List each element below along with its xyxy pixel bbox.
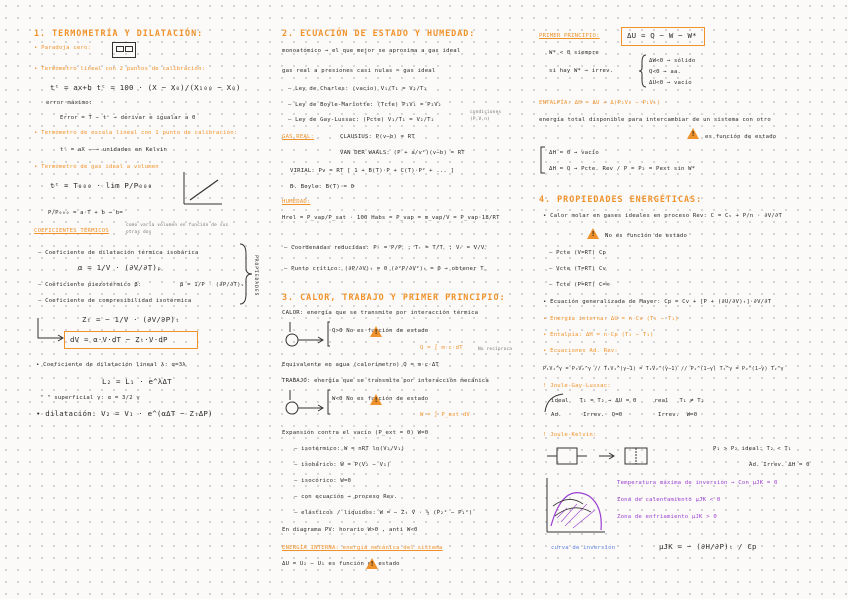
note-line: • Paradoja cero: — [34, 45, 92, 51]
warning-icon — [687, 128, 699, 139]
formula-line: α = 1/V · (∂V/∂T)ₚ — [78, 263, 162, 272]
subheading: COEFICIENTES TÉRMICOS — [34, 228, 109, 234]
formula-line: P/P₀₀₀ = a·T + b → b= — [48, 210, 123, 216]
inversion-curve-graph — [543, 476, 609, 536]
formula-line: • Entalpía: ΔH = n·Cp (T₂ − T₁) — [543, 332, 654, 338]
formula-line: tᶜ = aX ——→ unidades en Kelvin — [60, 147, 168, 153]
formula-line: – isocórico: W=0 — [294, 478, 352, 484]
section-title-2: 2. ECUACIÓN DE ESTADO Y HUMEDAD: — [282, 28, 476, 38]
brace-icon — [639, 54, 647, 88]
warning-icon — [370, 394, 382, 405]
formula-list: ΔW<0 → sólido Q<0 → aa. ΔU<0 → vacío — [649, 58, 696, 86]
formula-line: ideal T₁ = T₂ → ΔU = 0 real T₁ ≠ T₂ — [551, 398, 705, 404]
formula-line: ΔH = Q → Pcte. Rev / P = P₂ = Pext sin W* — [549, 166, 696, 172]
formula-line: – Pcte (V=RT) Cp — [549, 250, 607, 256]
subheading: ENERGÍA INTERNA: energía mecánica del sistema — [282, 545, 443, 551]
note-line: monoatómico → el que mejor se aproxima a gas ideal — [282, 48, 461, 54]
formula-line: Temperatura máxima de inversión → Con μJK = 0 — [617, 480, 778, 486]
warning-icon — [587, 228, 599, 239]
note-line: • Coeficiente de dilatación lineal λ: α=3λ — [36, 362, 186, 368]
note-line: En diagrama PV: horario W>0 , anti W<0 — [282, 527, 418, 533]
formula-line: • Calor molar en gases ideales en proceso Rev: C = Cᵥ + P/n · ∂V/∂T — [543, 213, 783, 219]
formula-line: – Ley de Charles: (vacío) V₁/T₁ = V₂/T₂ — [288, 86, 428, 92]
formula-line: – isotérmico: W = nRT ln(V₂/V₁) — [294, 446, 405, 452]
formula-line: W<0 No es función de estado — [332, 396, 429, 402]
note-line: TRABAJO: energía que se transmite por interacción mecánica — [282, 378, 489, 384]
formula-line: • dilatación: V₂ = V₁ · e^(αΔT − ZₜΔP) — [36, 409, 213, 418]
formula-line: ΔH = 0 → vacío — [549, 150, 599, 156]
formula-line: B. Boyle: B(T) = 0 — [290, 184, 355, 190]
formula-line: – elásticos / líquidos: W = − Zₜ V · ½ (P₂² − P₁²) — [294, 510, 473, 516]
note-line: – Coeficiente de compresibilidad isotérmica — [38, 298, 192, 304]
formula-line: Ad. Irrev. Q=0 Irrev. W=0 — [551, 412, 698, 418]
side-label: PROPIEDADES — [253, 255, 258, 297]
formula-line: μJK = − (∂H/∂P)ₜ / Cp — [659, 542, 757, 551]
section-title-4: 4. PROPIEDADES ENERGÉTICAS: — [539, 194, 703, 204]
note-line: No recíproca — [478, 347, 513, 352]
column-first-principle — [535, 0, 835, 599]
note-line: No es función de estado — [605, 233, 688, 239]
formula-line: ! Joule-Gay-Lussac: — [543, 383, 611, 389]
formula-line: W = ∫ P_ext dV — [420, 412, 470, 418]
formula-line: – Tcte (P=RT) C=∞ — [549, 282, 610, 288]
formula-line: Zona de enfriamiento μJK > 0 — [617, 514, 717, 520]
subheading: HUMEDAD: — [282, 199, 311, 205]
boxed-formula: ΔU = Q − W − W* — [627, 31, 697, 40]
subheading: PRIMER PRINCIPIO: — [539, 33, 600, 39]
throttle-diagram-icon — [543, 444, 663, 470]
warning-icon — [370, 326, 382, 337]
note-line: es función de estado — [705, 134, 777, 140]
formula-line: – Coordenadas reducidas: Pᵣ = P/P꜀ ; Tᵣ = T/T꜀ ; Vᵣ = V/V꜀ — [284, 245, 487, 251]
note-line: – Coeficiente piezotérmico β: — [38, 282, 142, 288]
formula-line: CLAUSIUS: P(v−b) = RT — [340, 134, 415, 140]
formula-line: P₁V₁^γ = P₂V₂^γ // T₁V₁^(γ−1) = T₂V₂^(γ−1) // P₁^(1−γ) T₁^γ = P₂^(1−γ) T₂^γ — [543, 366, 784, 372]
warning-icon — [366, 558, 378, 569]
note-line: " " superficial γ: α = 3/2 γ — [40, 395, 140, 401]
formula-line: β = 1/P · (∂P/∂T)ᵥ — [180, 282, 245, 288]
note-line: • Termómetro de gas ideal a volumen — [34, 164, 159, 170]
formula-line: tᶜ = ax+b tᶜ = 100 · (X − X₀)/(X₁₀₀ − X₀) — [50, 83, 241, 92]
note-line: como varía volumen en función de sus otras dos — [126, 223, 229, 235]
formula-line: – Punto crítico: (∂P/∂V)ₜ = 0 (∂²P/∂V²)ₜ = 0 → obtener T꜀ — [284, 266, 486, 272]
formula-line: – con ecuación → proceso Rev. — [294, 494, 398, 500]
note-line: gas real a presiones casi nulas ≈ gas ideal — [282, 68, 436, 74]
formula-line: Equivalente en agua (calorímetro) Q = m·c·ΔT — [282, 362, 439, 368]
boxed-formula: dV = α·V·dT − Zₜ·V·dP — [70, 335, 168, 344]
column-state-equation — [280, 0, 530, 599]
formula-line: • Energía interna: ΔU = n·Cv (T₂ − T₁) — [543, 316, 679, 322]
note-line: error máximo: — [46, 100, 93, 106]
formula-line: – isobárico: W = P(V₂ − V₁) — [294, 462, 391, 468]
note-line: – Coeficiente de dilatación térmica isobárica — [38, 250, 199, 256]
formula-line: tᶜ = T₀₀₀ · lim P/P₀₀₀ — [50, 181, 153, 190]
formula-line: Zona de calentamiento μJK < 0 — [617, 497, 721, 503]
arrow-icon — [36, 318, 66, 342]
section-title-1: 1. TERMOMETRÍA Y DILATACIÓN: — [34, 28, 204, 38]
formula-line: VIRIAL: Pv = RT [ 1 + B(T)·P + C(T)·P² + ... ] — [290, 168, 455, 174]
note-line: CALOR: energía que se transmite por interacción térmica — [282, 310, 479, 316]
linear-graph-icon — [180, 170, 225, 210]
formula-line: P₁ > P₂ ideal: T₂ < T₁ — [713, 446, 792, 452]
note-line: • Termómetro de escala lineal con 1 punto de calibración: — [34, 130, 238, 136]
formula-line: si hay W* → irrev. — [549, 68, 614, 74]
formula-line: ENTALPÍA: ΔH = ΔU + Δ(P₂V₂ − P₁V₁) — [539, 100, 661, 106]
column-thermometry — [30, 0, 275, 599]
formula-line: Hrel = P_vap/P_sat · 100 Habs = P_vap = m_vap/V = P_vap·18/RT — [282, 215, 500, 221]
formula-line: • Ecuación generalizada de Mayer: Cp = Cv + [P + (∂U/∂V)ₜ]·∂V/∂T — [543, 299, 772, 305]
formula-line: Zₜ = − 1/V · (∂V/∂P)ₜ — [82, 315, 180, 324]
formula-line: Q>0 No es función de estado — [332, 328, 429, 334]
formula-line: VAN DER WAALS: (P + a/v²)(v−b) = RT — [340, 150, 465, 156]
subheading: GAS REAL: — [282, 134, 315, 140]
formula-line: Q = ∫ m·c·dT — [420, 345, 463, 351]
formula-line: ! Joule-Kelvin: — [543, 432, 597, 438]
formula-line: • Ecuaciones Ad. Rev: — [543, 348, 618, 354]
formula-line: – Ley de Gay-Lussac: (Pcte) V₁/T₁ = V₂/T₂ — [288, 117, 435, 123]
formula-line: – Ley de Boyle-Mariotte: (Tcte) P₁V₁ = P₂V₂ — [288, 102, 442, 108]
graph-caption: curva de inversión — [551, 545, 616, 551]
formula-line: Ad. Irrev. ΔH = 0 — [749, 462, 810, 468]
note-line: energía total disponible para intercambiar de un sistema con otro — [539, 117, 771, 123]
note-line: condiciones (P,V,n) — [470, 110, 502, 122]
formula-line: – Vcte (T=RT) Cv — [549, 266, 607, 272]
note-line: Expansión contra el vacío (P_ext = 0) W=0 — [282, 430, 429, 436]
zero-paradox-icon — [112, 42, 136, 58]
formula-line: Error = T − tᶜ → derivar e igualar a 0 — [60, 115, 196, 121]
formula-line: ΔU = U₂ − U₁ es función de estado — [282, 561, 400, 567]
bracket-icon — [539, 146, 547, 174]
formula-line: L₂ = L₁ · e^λΔT — [102, 377, 172, 386]
formula-line: W* < 0 siempre — [549, 50, 599, 56]
section-title-3: 3. CALOR, TRABAJO Y PRIMER PRINCIPIO: — [282, 292, 506, 302]
note-line: • Termómetro lineal con 2 puntos de calibración: — [34, 66, 206, 72]
